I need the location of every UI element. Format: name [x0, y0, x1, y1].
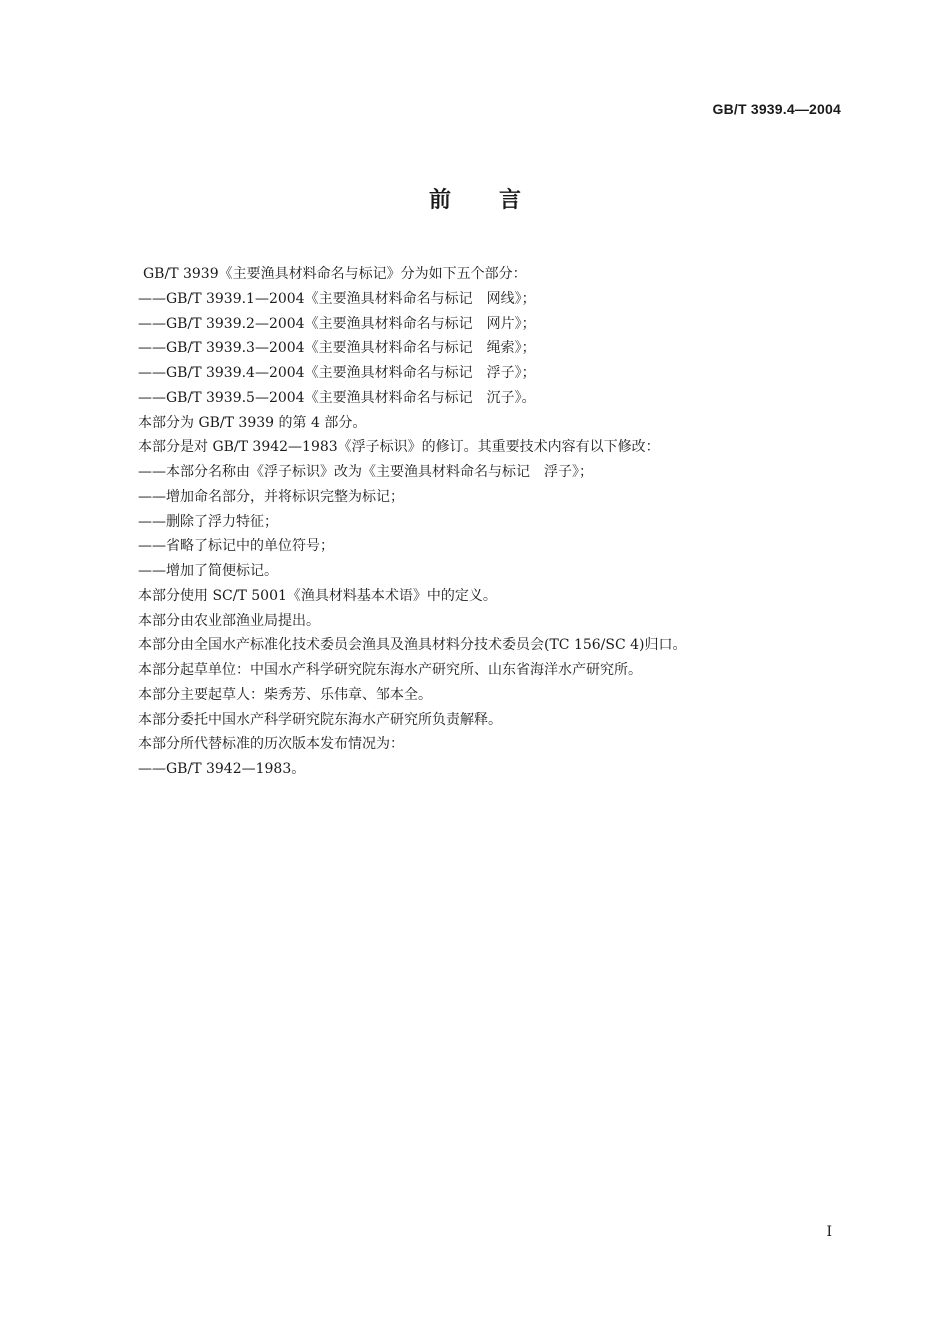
paragraph-interpretation: 本部分委托中国水产科学研究院东海水产研究所负责解释。 [138, 711, 502, 728]
list-item-change-5: ——增加了简便标记。 [138, 563, 278, 579]
paragraph-part-number: 本部分为 GB/T 3939 的第 4 部分。 [138, 414, 367, 431]
list-item-change-4: ——省略了标记中的单位符号； [138, 538, 334, 555]
page-title: 前言 [428, 188, 569, 213]
paragraph-intro: GB/T 3939《主要渔具材料命名与标记》分为如下五个部分： [143, 266, 527, 282]
paragraph-drafting-units: 本部分起草单位：中国水产科学研究院东海水产研究所、山东省海洋水产研究所。 [138, 662, 642, 678]
paragraph-drafters: 本部分主要起草人：柴秀芳、乐伟章、邹本全。 [138, 686, 432, 703]
list-item-part-1: ——GB/T 3939.1—2004《主要渔具材料命名与标记 网线》； [138, 290, 536, 307]
list-item-part-3: ——GB/T 3939.3—2004《主要渔具材料命名与标记 绳索》； [138, 340, 536, 357]
list-item-change-1: ——本部分名称由《浮子标识》改为《主要渔具材料命名与标记 浮子》； [138, 464, 593, 480]
foreword-body [138, 262, 838, 782]
list-item-part-4: ——GB/T 3939.4—2004《主要渔具材料命名与标记 浮子》； [138, 365, 536, 381]
paragraph-definitions: 本部分使用 SC/T 5001《渔具材料基本术语》中的定义。 [138, 587, 497, 604]
list-item-part-2: ——GB/T 3939.2—2004《主要渔具材料命名与标记 网片》； [138, 315, 536, 332]
list-item-history-1: ——GB/T 3942—1983。 [138, 761, 306, 777]
standard-number: GB/T 3939.4—2004 [712, 101, 841, 117]
paragraph-history: 本部分所代替标准的历次版本发布情况为： [138, 736, 404, 753]
page-number: I [826, 1224, 832, 1240]
paragraph-committee: 本部分由全国水产标准化技术委员会渔具及渔具材料分技术委员会(TC 156/SC 4)归口。 [138, 637, 687, 654]
list-item-change-2: ——增加命名部分，并将标识完整为标记； [138, 488, 404, 505]
paragraph-proposer: 本部分由农业部渔业局提出。 [138, 612, 320, 629]
paragraph-revision: 本部分是对 GB/T 3942—1983《浮子标识》的修订。其重要技术内容有以下修改： [138, 439, 660, 456]
list-item-part-5: ——GB/T 3939.5—2004《主要渔具材料命名与标记 沉子》。 [138, 389, 536, 406]
list-item-change-3: ——删除了浮力特征； [138, 513, 278, 530]
